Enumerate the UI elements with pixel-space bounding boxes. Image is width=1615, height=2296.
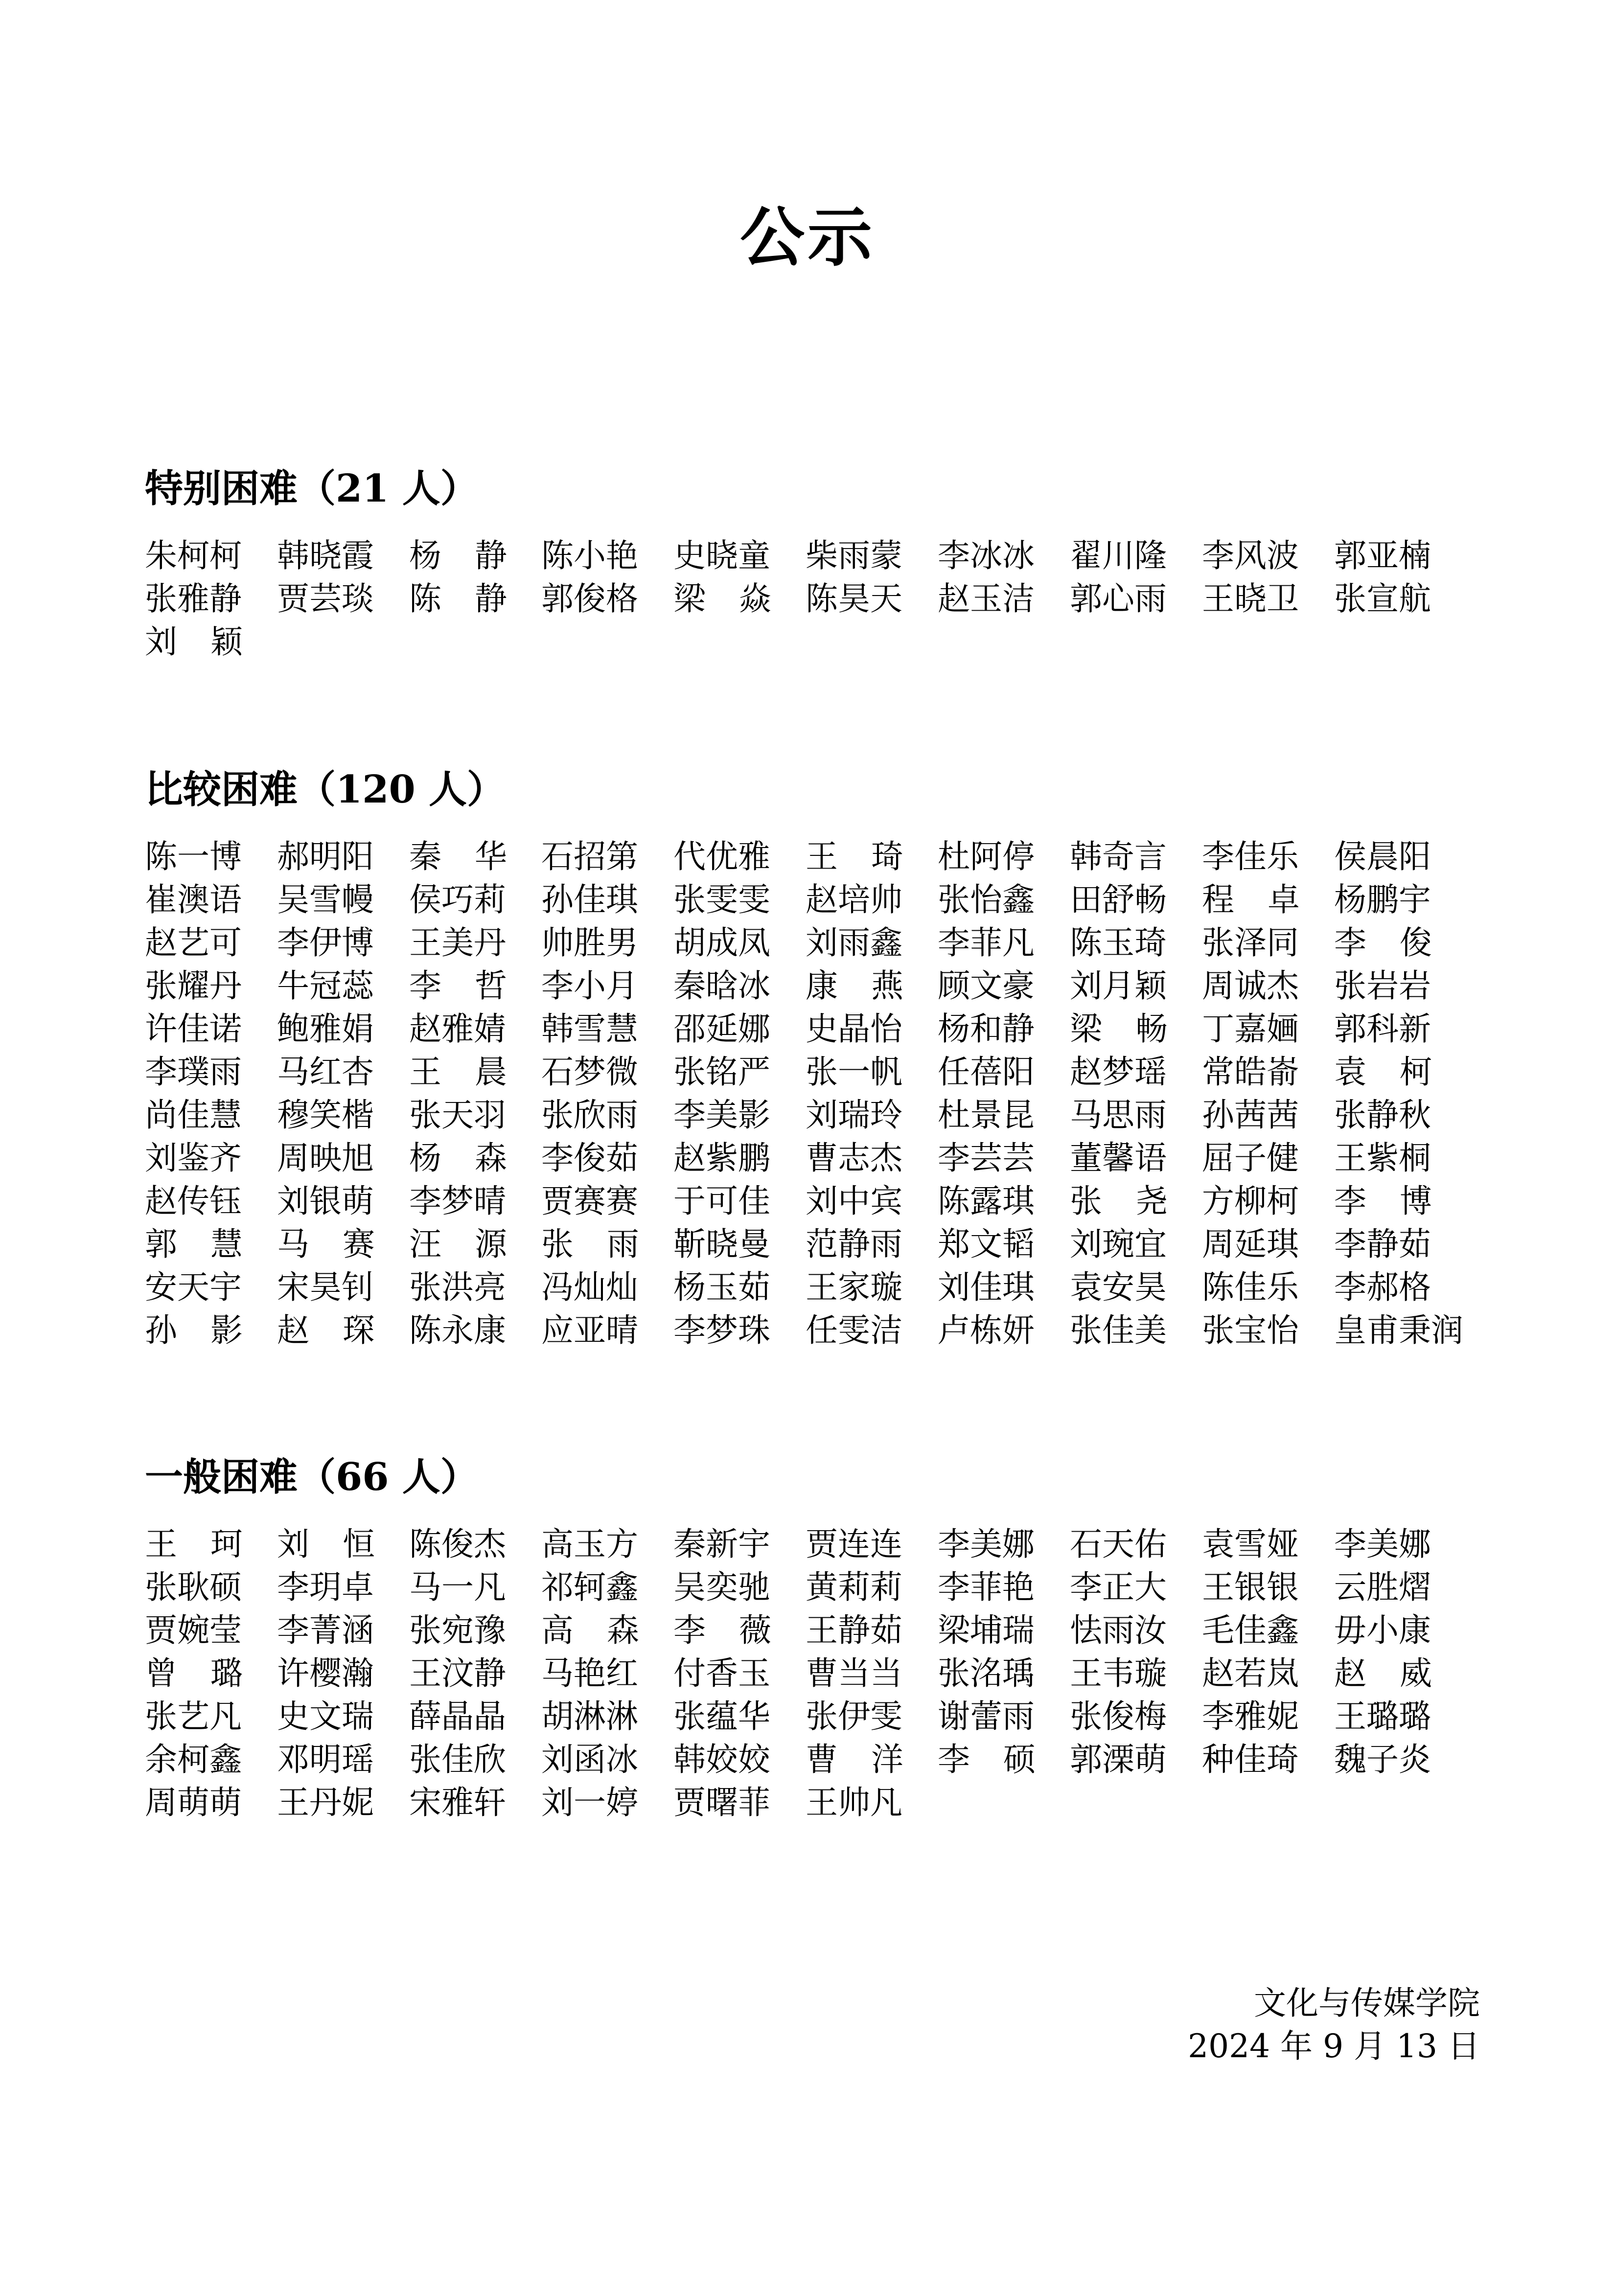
name-entry: 常皓嵛 <box>1202 1053 1299 1091</box>
name-entry: 张怡鑫 <box>938 881 1035 918</box>
name-entry: 史晶怡 <box>806 1010 902 1048</box>
name-entry: 刘瑞玲 <box>806 1096 902 1134</box>
name-entry: 皇甫秉润 <box>1334 1311 1463 1349</box>
name-entry: 冯灿灿 <box>541 1268 638 1306</box>
name-entry: 刘月颖 <box>1070 967 1167 1005</box>
name-entry: 孙佳琪 <box>541 881 638 918</box>
name-entry: 朱柯柯 <box>145 537 242 574</box>
name-entry: 吴雪幔 <box>277 881 374 918</box>
name-entry: 张伊雯 <box>806 1698 902 1735</box>
name-entry: 李小月 <box>541 967 638 1005</box>
name-entry: 张天羽 <box>409 1096 506 1134</box>
name-entry: 张雅静 <box>145 580 242 618</box>
name-entry: 王晓卫 <box>1202 580 1299 618</box>
name-entry: 梁 畅 <box>1070 1010 1168 1048</box>
name-entry: 刘 颖 <box>145 623 243 661</box>
name-entry: 史晓童 <box>673 537 770 574</box>
name-entry: 王美丹 <box>409 924 506 962</box>
name-entry: 王璐璐 <box>1334 1698 1431 1735</box>
name-entry: 孙 影 <box>145 1311 243 1349</box>
name-entry: 张耿硕 <box>145 1568 242 1606</box>
name-entry: 李冰冰 <box>938 537 1035 574</box>
name-entry: 陈永康 <box>409 1311 506 1349</box>
name-entry: 郭亚楠 <box>1334 537 1431 574</box>
name-entry: 宋雅轩 <box>409 1784 506 1821</box>
name-entry: 祁轲鑫 <box>541 1568 638 1606</box>
name-entry: 韩姣姣 <box>673 1741 770 1778</box>
name-entry: 陈佳乐 <box>1202 1268 1299 1306</box>
name-entry: 贾连连 <box>806 1525 902 1563</box>
name-entry: 刘鉴齐 <box>145 1139 242 1177</box>
section-relatively-hardship <box>145 767 1505 1352</box>
name-entry: 陈一博 <box>145 838 242 875</box>
name-entry: 杨玉茹 <box>673 1268 770 1306</box>
name-entry: 赵玉洁 <box>938 580 1035 618</box>
name-entry: 王 琦 <box>806 838 903 875</box>
name-entry: 任蓓阳 <box>938 1053 1035 1091</box>
name-entry: 李菲凡 <box>938 924 1035 962</box>
name-entry: 秦 华 <box>409 838 507 875</box>
name-entry: 贾赛赛 <box>541 1182 638 1220</box>
name-entry: 贾芸琰 <box>277 580 374 618</box>
name-entry: 张佳美 <box>1070 1311 1167 1349</box>
name-entry: 张宣航 <box>1334 580 1431 618</box>
name-entry: 袁 柯 <box>1334 1053 1432 1091</box>
name-entry: 张俊梅 <box>1070 1698 1167 1735</box>
name-entry: 顾文豪 <box>938 967 1035 1005</box>
name-entry: 刘中宾 <box>806 1182 902 1220</box>
name-entry: 董馨语 <box>1070 1139 1167 1177</box>
name-entry: 王汶静 <box>409 1654 506 1692</box>
name-entry: 魏子炎 <box>1334 1741 1431 1778</box>
name-entry: 杜景昆 <box>938 1096 1035 1134</box>
name-entry: 王静茹 <box>806 1611 902 1649</box>
name-entry: 周延琪 <box>1202 1225 1299 1263</box>
name-entry: 李风波 <box>1202 537 1299 574</box>
name-entry: 曹当当 <box>806 1654 902 1692</box>
name-entry: 张耀丹 <box>145 967 242 1005</box>
page-title: 公示 <box>740 200 875 276</box>
name-entry: 代优雅 <box>673 838 770 875</box>
name-entry: 刘银萌 <box>277 1182 374 1220</box>
name-entry: 李 俊 <box>1334 924 1432 962</box>
name-entry: 康 燕 <box>806 967 903 1005</box>
name-entry: 李菁涵 <box>277 1611 374 1649</box>
name-entry: 李梦晴 <box>409 1182 506 1220</box>
name-entry: 郭科新 <box>1334 1010 1431 1048</box>
name-entry: 屈子健 <box>1202 1139 1299 1177</box>
name-entry: 李伊博 <box>277 924 374 962</box>
name-entry: 刘琬宜 <box>1070 1225 1167 1263</box>
name-entry: 赵 琛 <box>277 1311 375 1349</box>
name-entry: 汪 源 <box>409 1225 507 1263</box>
name-entry: 宋昊钊 <box>277 1268 374 1306</box>
name-entry: 张岩岩 <box>1334 967 1431 1005</box>
name-entry: 毛佳鑫 <box>1202 1611 1299 1649</box>
name-entry: 应亚晴 <box>541 1311 638 1349</box>
name-entry: 秦晗冰 <box>673 967 770 1005</box>
name-entry: 杨 森 <box>409 1139 507 1177</box>
section-heading: 特别困难（21 人） <box>145 466 479 511</box>
name-entry: 曹志杰 <box>806 1139 902 1177</box>
name-entry: 怯雨汝 <box>1070 1611 1167 1649</box>
footer <box>1188 1982 1480 2068</box>
name-entry: 贾婉莹 <box>145 1611 242 1649</box>
section-heading: 一般困难（66 人） <box>145 1455 479 1499</box>
name-entry: 李菲艳 <box>938 1568 1035 1606</box>
name-entry: 王紫桐 <box>1334 1139 1431 1177</box>
name-entry: 王 珂 <box>145 1525 243 1563</box>
name-entry: 石梦微 <box>541 1053 638 1091</box>
name-entry: 刘函冰 <box>541 1741 638 1778</box>
name-entry: 王丹妮 <box>277 1784 374 1821</box>
name-entry: 李美娜 <box>938 1525 1035 1563</box>
name-entry: 李佳乐 <box>1202 838 1299 875</box>
name-entry: 李 博 <box>1334 1182 1432 1220</box>
name-entry: 毋小康 <box>1334 1611 1431 1649</box>
name-entry: 余柯鑫 <box>145 1741 242 1778</box>
name-entry: 方柳柯 <box>1202 1182 1299 1220</box>
name-entry: 郭心雨 <box>1070 580 1167 618</box>
name-entry: 孙茜茜 <box>1202 1096 1299 1134</box>
name-entry: 张欣雨 <box>541 1096 638 1134</box>
name-entry: 马思雨 <box>1070 1096 1167 1134</box>
name-entry: 李玥卓 <box>277 1568 374 1606</box>
name-entry: 刘雨鑫 <box>806 924 902 962</box>
name-entry: 胡成凤 <box>673 924 770 962</box>
name-entry: 杨和静 <box>938 1010 1035 1048</box>
name-entry: 张 尧 <box>1070 1182 1168 1220</box>
name-entry: 王家璇 <box>806 1268 902 1306</box>
name-entry: 杨鹏宇 <box>1334 881 1431 918</box>
name-entry: 张洺瑀 <box>938 1654 1035 1692</box>
name-entry: 周萌萌 <box>145 1784 242 1821</box>
name-entry: 赵传钰 <box>145 1182 242 1220</box>
name-entry: 韩晓霞 <box>277 537 374 574</box>
name-entry: 王 晨 <box>409 1053 507 1091</box>
name-entry: 郝明阳 <box>277 838 374 875</box>
name-entry: 李梦珠 <box>673 1311 770 1349</box>
name-entry: 侯晨阳 <box>1334 838 1431 875</box>
name-entry: 吴奕驰 <box>673 1568 770 1606</box>
name-entry: 李 哲 <box>409 967 507 1005</box>
name-entry: 李芸芸 <box>938 1139 1035 1177</box>
name-entry: 张铭严 <box>673 1053 770 1091</box>
name-entry: 袁安昊 <box>1070 1268 1167 1306</box>
name-entry: 翟川隆 <box>1070 537 1167 574</box>
footer-org: 文化与传媒学院 <box>1254 1984 1480 2022</box>
name-entry: 赵雅婧 <box>409 1010 506 1048</box>
name-entry: 黄莉莉 <box>806 1568 902 1606</box>
name-entry: 侯巧莉 <box>409 881 506 918</box>
name-entry: 张雯雯 <box>673 881 770 918</box>
name-entry: 高 森 <box>541 1611 639 1649</box>
name-entry: 邵延娜 <box>673 1010 770 1048</box>
name-entry: 田舒畅 <box>1070 881 1167 918</box>
name-entry: 胡淋淋 <box>541 1698 638 1735</box>
name-entry: 张 雨 <box>541 1225 639 1263</box>
name-entry: 赵紫鹏 <box>673 1139 770 1177</box>
name-entry: 周映旭 <box>277 1139 374 1177</box>
name-entry: 赵培帅 <box>806 881 902 918</box>
name-entry: 陈 静 <box>409 580 507 618</box>
section-general-hardship <box>145 1455 1505 1824</box>
name-entry: 张洪亮 <box>409 1268 506 1306</box>
name-entry: 王帅凡 <box>806 1784 902 1821</box>
name-entry: 范静雨 <box>806 1225 902 1263</box>
name-entry: 薛晶晶 <box>409 1698 506 1735</box>
name-entry: 鲍雅娟 <box>277 1010 374 1048</box>
name-entry: 崔澳语 <box>145 881 242 918</box>
name-entry: 李雅妮 <box>1202 1698 1299 1735</box>
name-entry: 秦新宇 <box>673 1525 770 1563</box>
name-entry: 张宝怡 <box>1202 1311 1299 1349</box>
name-entry: 梁埔瑞 <box>938 1611 1035 1649</box>
name-entry: 王韦璇 <box>1070 1654 1167 1692</box>
name-entry: 安天宇 <box>145 1268 242 1306</box>
name-entry: 种佳琦 <box>1202 1741 1299 1778</box>
name-entry: 张泽同 <box>1202 924 1299 962</box>
name-entry: 李 薇 <box>673 1611 771 1649</box>
name-entry: 陈小艳 <box>541 537 638 574</box>
name-entry: 郭溧萌 <box>1070 1741 1167 1778</box>
name-entry: 李美影 <box>673 1096 770 1134</box>
name-entry: 赵 威 <box>1334 1654 1432 1692</box>
name-entry: 尚佳慧 <box>145 1096 242 1134</box>
name-entry: 杜阿停 <box>938 838 1035 875</box>
name-entry: 张佳欣 <box>409 1741 506 1778</box>
name-entry: 靳晓曼 <box>673 1225 770 1263</box>
name-entry: 马 赛 <box>277 1225 375 1263</box>
name-entry: 郭俊格 <box>541 580 638 618</box>
section-heading: 比较困难（120 人） <box>145 767 505 812</box>
name-entry: 云胜熠 <box>1334 1568 1431 1606</box>
name-entry: 韩雪慧 <box>541 1010 638 1048</box>
name-entry: 郑文韬 <box>938 1225 1035 1263</box>
name-entry: 赵艺可 <box>145 924 242 962</box>
name-entry: 于可佳 <box>673 1182 770 1220</box>
name-entry: 贾曙菲 <box>673 1784 770 1821</box>
name-entry: 张艺凡 <box>145 1698 242 1735</box>
name-entry: 程 卓 <box>1202 881 1300 918</box>
name-entry: 牛冠蕊 <box>277 967 374 1005</box>
name-entry: 谢蕾雨 <box>938 1698 1035 1735</box>
name-list <box>145 1523 1505 1824</box>
name-entry: 帅胜男 <box>541 924 638 962</box>
name-entry: 李 硕 <box>938 1741 1036 1778</box>
name-entry: 卢栋妍 <box>938 1311 1035 1349</box>
name-entry: 刘 恒 <box>277 1525 375 1563</box>
name-entry: 李正大 <box>1070 1568 1167 1606</box>
name-entry: 李璞雨 <box>145 1053 242 1091</box>
name-entry: 李俊茹 <box>541 1139 638 1177</box>
name-entry: 曹 洋 <box>806 1741 903 1778</box>
name-entry: 张蕴华 <box>673 1698 770 1735</box>
name-entry: 许佳诺 <box>145 1010 242 1048</box>
name-entry: 李郝格 <box>1334 1268 1431 1306</box>
name-entry: 陈玉琦 <box>1070 924 1167 962</box>
name-entry: 丁嘉婳 <box>1202 1010 1299 1048</box>
name-entry: 张宛豫 <box>409 1611 506 1649</box>
name-entry: 王银银 <box>1202 1568 1299 1606</box>
name-entry: 李美娜 <box>1334 1525 1431 1563</box>
name-entry: 刘一婷 <box>541 1784 638 1821</box>
name-entry: 任雯洁 <box>806 1311 902 1349</box>
name-entry: 曾 璐 <box>145 1654 243 1692</box>
name-list <box>145 534 1505 664</box>
name-entry: 马艳红 <box>541 1654 638 1692</box>
name-entry: 陈昊天 <box>806 580 902 618</box>
name-entry: 张一帆 <box>806 1053 902 1091</box>
name-entry: 杨 静 <box>409 537 507 574</box>
name-entry: 陈俊杰 <box>409 1525 506 1563</box>
name-entry: 赵梦瑶 <box>1070 1053 1167 1091</box>
footer-date: 2024 年 9 月 13 日 <box>1188 2027 1480 2065</box>
name-entry: 付香玉 <box>673 1654 770 1692</box>
name-entry: 石招第 <box>541 838 638 875</box>
name-entry: 邓明瑶 <box>277 1741 374 1778</box>
name-entry: 穆笑楷 <box>277 1096 374 1134</box>
name-entry: 史文瑞 <box>277 1698 374 1735</box>
name-entry: 刘佳琪 <box>938 1268 1035 1306</box>
name-entry: 高玉方 <box>541 1525 638 1563</box>
name-entry: 梁 焱 <box>673 580 771 618</box>
name-entry: 郭 慧 <box>145 1225 243 1263</box>
name-entry: 许樱瀚 <box>277 1654 374 1692</box>
name-entry: 韩奇言 <box>1070 838 1167 875</box>
name-entry: 袁雪娅 <box>1202 1525 1299 1563</box>
name-entry: 周诚杰 <box>1202 967 1299 1005</box>
name-entry: 石天佑 <box>1070 1525 1167 1563</box>
name-entry: 马一凡 <box>409 1568 506 1606</box>
section-special-hardship <box>145 466 1505 664</box>
name-list <box>145 835 1505 1352</box>
name-entry: 李静茹 <box>1334 1225 1431 1263</box>
name-entry: 张静秋 <box>1334 1096 1431 1134</box>
name-entry: 柴雨蒙 <box>806 537 902 574</box>
name-entry: 马红杏 <box>277 1053 374 1091</box>
name-entry: 陈露琪 <box>938 1182 1035 1220</box>
name-entry: 赵若岚 <box>1202 1654 1299 1692</box>
